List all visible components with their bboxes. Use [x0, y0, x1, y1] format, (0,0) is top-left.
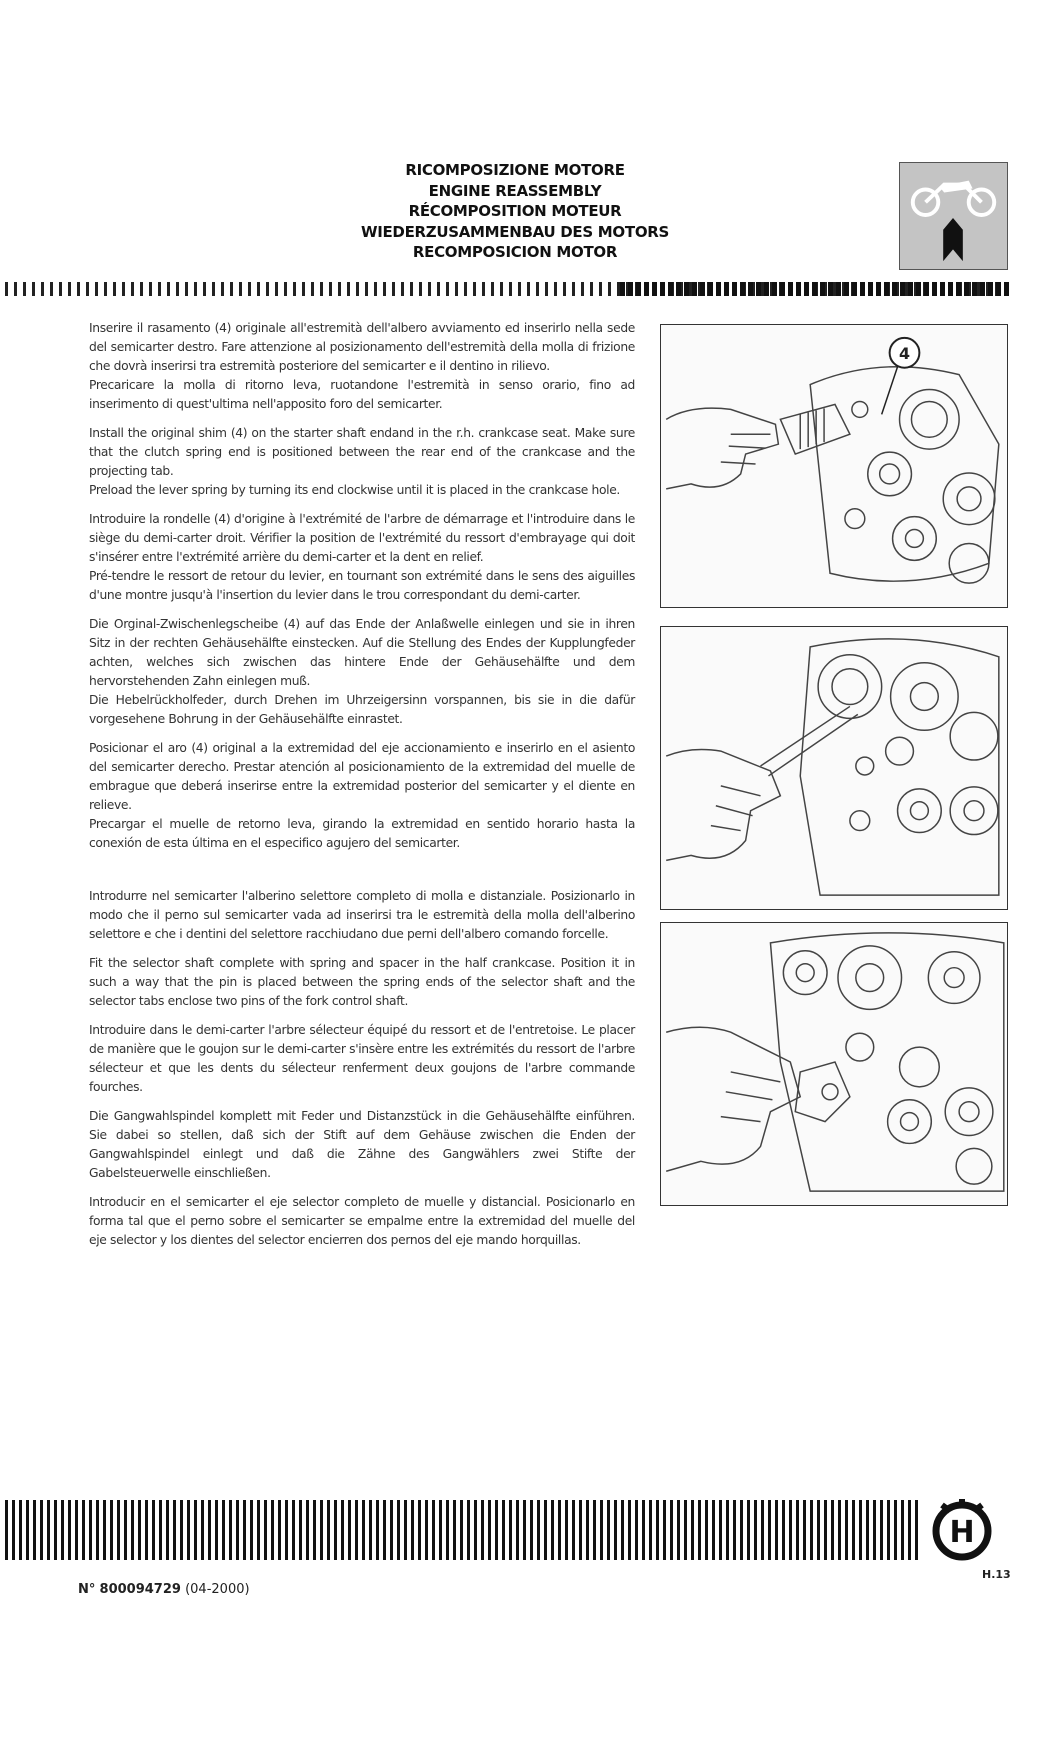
doc-date: (04-2000)	[185, 1582, 250, 1597]
husqvarna-logo-icon	[928, 1495, 996, 1563]
title-spanish: RECOMPOSICION MOTOR	[412, 243, 618, 261]
page-title-block	[330, 160, 700, 263]
document-number	[78, 1582, 250, 1597]
title-english: ENGINE REASSEMBLY	[428, 181, 602, 200]
section1-german: Die Orginal-Zwischenlegscheibe (4) auf das Ende der Anlaßwelle einlegen und sie in ihren Sitz in der rechten Gehäusehälfte einstecken. Auf die Stellung des Endes der Kupplungfeder achten, welches sich zwischen das hintere Ende der Gehäusehälfte und dem hervorstehenden Zahn einlegen muß. Die Hebelrückholfeder, durch Drehen im Uhrzeigersinn vorspannen, bis sie in die dafür vorgesehene Bohrung in der Gehäusehälfte einrastet.	[89, 617, 635, 726]
motorcycle-chevron-icon	[899, 162, 1008, 270]
figure-selector-shaft	[660, 922, 1008, 1206]
section1-spanish: Posicionar el aro (4) original a la extremidad del eje accionamiento e inserirlo en el asiento del semicarter derecho. Prestar atención al posicionamiento de la extremidad del muelle de embrague que deberá inserirse entre la extremidad posterior del semicarter y el diente en relieve. Precargar el muelle de retorno leva, girando la extremidad en sentido horario hasta la conexión de esta última en el especifico agujero del semicarter.	[89, 741, 635, 850]
logo-letter: H	[949, 1515, 975, 1550]
section2-english: Fit the selector shaft complete with spring and spacer in the half crankcase. Position it in such a way that the pin is placed between the spring ends of the selector shaft and the selector tabs enclose two pins of the fork control shaft.	[89, 956, 635, 1008]
figure-spring-preload	[660, 626, 1008, 910]
section2-french: Introduire dans le demi-carter l'arbre sélecteur équipé du ressort et de l'entretoise. Le placer de manière que le goujon sur le demi-carter s'insère entre les extrémités du ressort de l'arbre sélecteur et que les dents du sélecteur renferment deux goujons de l'arbre commande fourches.	[89, 1023, 635, 1094]
figure1-callout: 4	[898, 343, 911, 363]
section1-italian: Inserire il rasamento (4) originale all'estremità dell'albero avviamento ed inserirlo nella sede del semicarter destro. Fare attenzione al posizionamento dell'estremità della molla di frizione che dovrà inserirsi tra estremità posteriore del semicarter e il dentino in rilievo. Precaricare la molla di ritorno leva, ruotandone l'estremità in senso orario, fino ad inserimento di quest'ultima nell'apposito foro del semicarter.	[89, 321, 635, 411]
section2-german: Die Gangwahlspindel komplett mit Feder und Distanzstück in die Gehäusehälfte einführen. Sie dabei so stellen, daß sich der Stift auf dem Gehäuse zwischen die Enden der Gangwahlspindel einlegt und daß die Zähne des Gangwählers zwei Stifte der Gabelsteuerwelle einschließen.	[89, 1109, 635, 1180]
title-italian: RICOMPOSIZIONE MOTORE	[405, 161, 625, 179]
section2-italian: Introdurre nel semicarter l'alberino selettore completo di molla e distanziale. Posizionarlo in modo che il perno sul semicarter vada ad inserirsi tra le estremità della molla dell'alberino selettore e che i dentini del selettore racchiudano due perni dell'albero comando forcelle.	[89, 889, 635, 941]
footer-divider	[5, 1500, 920, 1560]
figure-shim-installation	[660, 324, 1008, 608]
instruction-text-column	[89, 319, 635, 1260]
section2-spanish: Introducir en el semicarter el eje selector completo de muelle y distancial. Posicionarlo en forma tal que el perno sobre el semicarter se empalme entre la extremidad del muelle del eje selector y los dientes del selector encierren dos pernos del eje mando horquillas.	[89, 1195, 635, 1247]
section1-english: Install the original shim (4) on the starter shaft endand in the r.h. crankcase seat. Make sure that the clutch spring end is positioned between the rear end of the crankcase and the projecting tab. Preload the lever spring by turning its end clockwise until it is placed in the crankcase hole.	[89, 426, 635, 497]
title-german: WIEDERZUSAMMENBAU DES MOTORS	[360, 222, 670, 241]
title-french: RÉCOMPOSITION MOTEUR	[408, 202, 622, 220]
doc-prefix: N°	[78, 1582, 96, 1597]
section1-french: Introduire la rondelle (4) d'origine à l'extrémité de l'arbre de démarrage et l'introduire dans le siège du demi-carter droit. Vérifier la position de l'extrémité du ressort d'embrayage qui doit s'insérer entre l'extrémité arrière du demi-carter et la dent en relief. Pré-tendre le ressort de retour du levier, en tournant son extrémité dans le sens des aiguilles d'une montre jusqu'à l'insertion du levier dans le trou correspondant du demi-carter.	[89, 512, 635, 602]
doc-number-value: 800094729	[99, 1582, 181, 1597]
page-number: H.13	[982, 1568, 1011, 1581]
header-divider-dense	[620, 282, 1010, 296]
